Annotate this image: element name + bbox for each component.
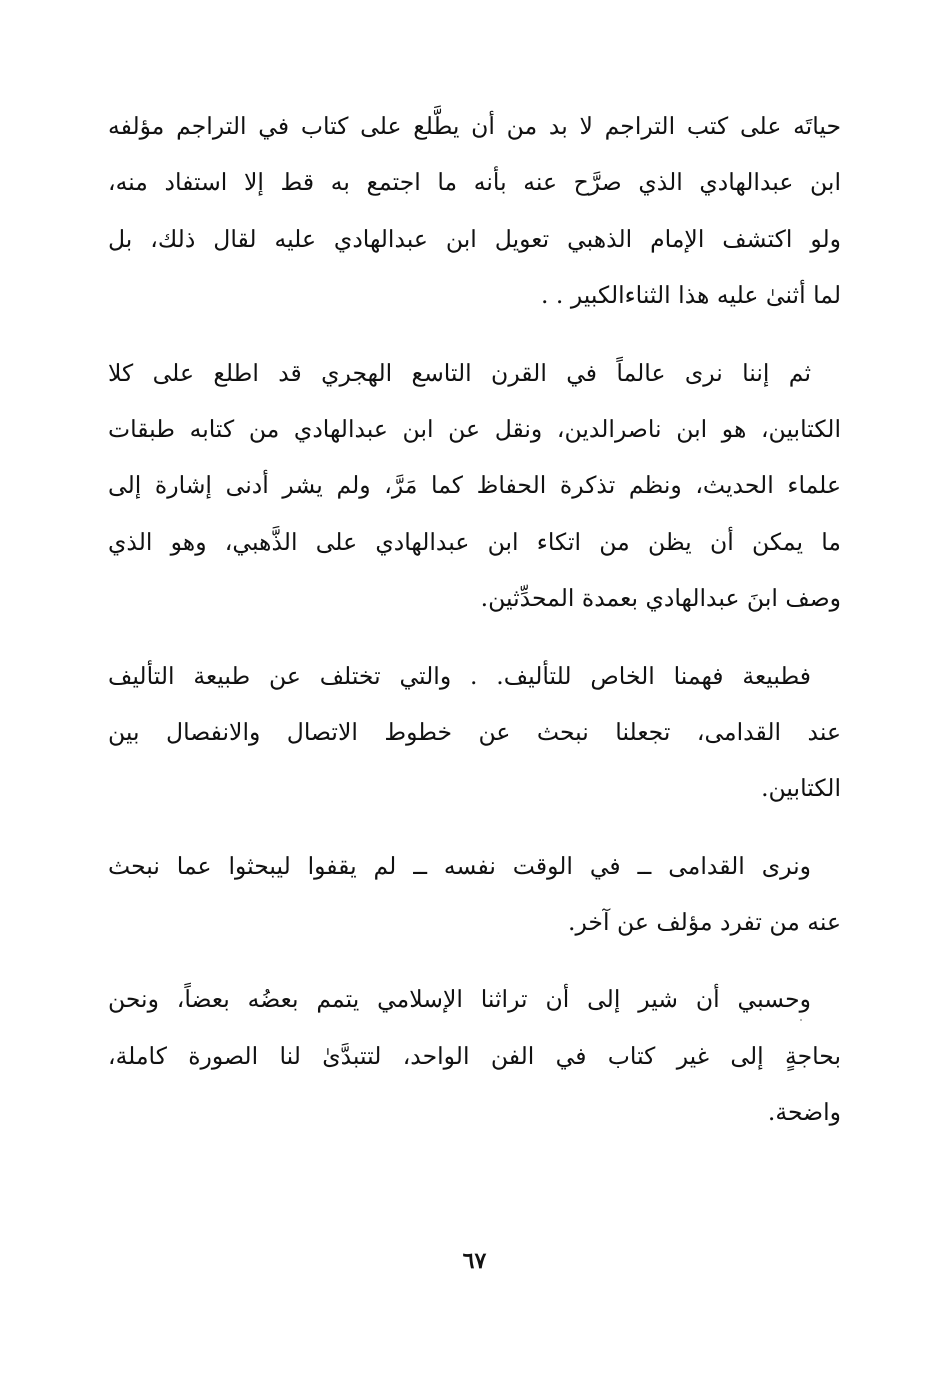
text-line: وصف ابنَ عبدالهادي بعمدة المحدِّثين. — [480, 584, 841, 613]
text-line: الكتابين، هو ابن ناصرالدين، ونقل عن ابن عبدالهادي من كتابه طبقات — [108, 414, 841, 443]
paragraph-4 — [108, 838, 841, 951]
text-line: ثم إننا نرى عالماً في القرن التاسع الهجري قد اطلع على كلا — [108, 358, 811, 387]
paragraph-1 — [108, 98, 841, 324]
text-line: وحسبي أن شير إلى أن تراثنا الإسلامي يتمم بعضُه بعضاً، ونحن — [108, 985, 811, 1014]
text-line: ما يمكن أن يظن من اتكاء ابن عبدالهادي على الذَّهبي، وهو الذي — [108, 527, 841, 556]
text-line: الكتابين. — [761, 774, 841, 803]
text-line: عنه من تفرد مؤلف عن آخر. — [567, 908, 841, 937]
text-line: حياتَه على كتب التراجم لا بد من أن يطَّلع على كتاب في التراجم مؤلفه — [108, 112, 841, 140]
text-line: ولو اكتشف الإمام الذهبي تعويل ابن عبدالهادي عليه لقال ذلك، بل — [108, 224, 841, 253]
body-text — [108, 98, 841, 1141]
text-line: واضحة. — [767, 1098, 841, 1127]
text-line: علماء الحديث، ونظم تذكرة الحفاظ كما مَرَّ، ولم يشر أدنى إشارة إلى — [108, 471, 841, 500]
text-line: عند القدامى، تجعلنا نبحث عن خطوط الاتصال والانفصال بين — [108, 717, 841, 746]
text-line: ونرى القدامى ــ في الوقت نفسه ــ لم يقفوا ليبحثوا عما نبحث — [108, 851, 811, 880]
scan-speck — [800, 1019, 802, 1021]
text-line: ابن عبدالهادي الذي صرَّح عنه بأنه ما اجتمع به قط إلا استفاد منه، — [108, 168, 841, 197]
page-number: ٦٧ — [462, 1248, 487, 1274]
text-line: فطبيعة فهمنا الخاص للتأليف. . والتي تختلف عن طبيعة التأليف — [108, 661, 811, 690]
text-line: بحاجةٍ إلى غير كتاب في الفن الواحد، لتتبدَّىٰ لنا الصورة كاملة، — [108, 1041, 841, 1070]
paragraph-5 — [108, 971, 841, 1140]
paragraph-3 — [108, 648, 841, 817]
text-line: لما أثنىٰ عليه هذا الثناءالكبير . . — [540, 281, 841, 310]
paragraph-2 — [108, 345, 841, 627]
